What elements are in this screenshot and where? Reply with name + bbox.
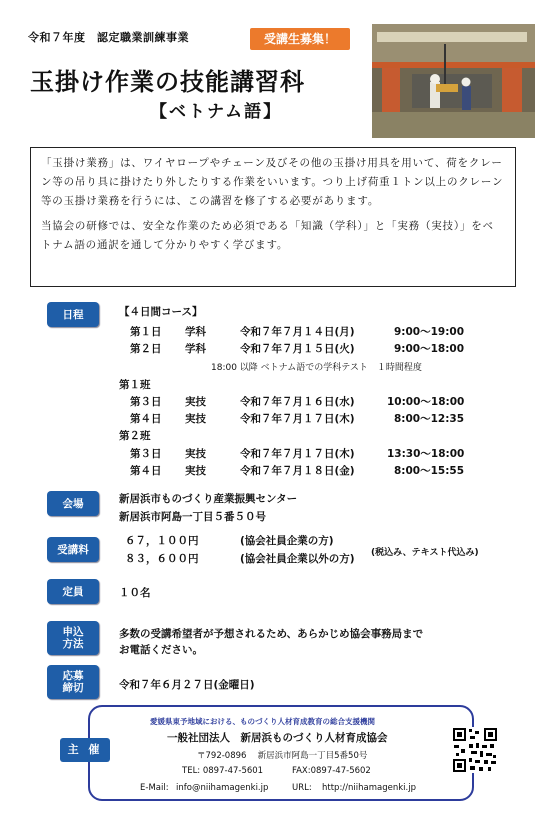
g2d3-time: 13:30～18:00 — [387, 448, 465, 460]
day1-date: 令和７年７月１４日(月) — [240, 326, 355, 338]
g2d4-date: 令和７年７月１８日(金) — [240, 465, 355, 477]
program-name: 令和７年度 認定職業訓練事業 — [28, 31, 189, 44]
g2d3-type: 実技 — [185, 448, 206, 460]
g1d4-date: 令和７年７月１７日(木) — [240, 413, 355, 425]
apply-text-line1: 多数の受講希望者が予想されるため、あらかじめ協会事務局まで — [119, 628, 424, 640]
organizer-url[interactable]: http://niihamagenki.jp — [322, 783, 416, 793]
g1d3-type: 実技 — [185, 396, 206, 408]
organizer-address: 〒792-0896 新居浜市阿島一丁目5番50号 — [197, 751, 368, 761]
g2d3-day: 第３日 — [130, 448, 162, 460]
nonmember-note: (協会社員企業以外の方) — [240, 553, 355, 565]
organizer-tagline: 愛媛県東予地域における、ものづくり人材育成教育の総合支援機関 — [150, 717, 375, 726]
recruiting-badge: 受講生募集！ — [250, 28, 350, 50]
g2d4-time: 8:00～15:55 — [394, 465, 465, 477]
apply-label-line2: 方法 — [62, 638, 84, 650]
deadline-label-line2: 締切 — [62, 682, 84, 694]
g1d4-time: 8:00～12:35 — [394, 413, 465, 425]
qr-code-icon[interactable] — [452, 727, 498, 773]
venue-address: 新居浜市阿島一丁目５番５０号 — [119, 511, 266, 523]
day2-date: 令和７年７月１５日(火) — [240, 343, 355, 355]
url-label: URL: — [292, 783, 312, 793]
capacity-value: １０名 — [119, 587, 151, 599]
capacity-label: 定員 — [47, 579, 99, 604]
intro-paragraph-1: 「玉掛け業務」は、ワイヤロープやチェーン及びその他の玉掛け用具を用いて、荷をクレーン等の吊り具に掛けたり外したりする作業をいいます。つり上げ荷重１トン以上のクレーン等の玉掛け業務を行うには、この講習を修了する必要があります。 — [41, 157, 504, 207]
language-subtitle: 【ベトナム語】 — [150, 102, 283, 122]
organizer-fax: FAX:0897-47-5602 — [292, 766, 371, 776]
day2-type: 学科 — [185, 343, 206, 355]
intro-paragraph-2: 当協会の研修では、安全な作業のため必須である「知識（学科）」と「実務（実技）」をベトナム語の通訳を通して分かりやすく学びます。 — [41, 220, 494, 251]
g1d3-day: 第３日 — [130, 396, 162, 408]
member-note: (協会社員企業の方) — [240, 535, 334, 547]
g2d4-day: 第４日 — [130, 465, 162, 477]
deadline-label-line1: 応募 — [62, 670, 84, 682]
g1d4-type: 実技 — [185, 413, 206, 425]
intro-box — [30, 147, 516, 287]
host-label: 主 催 — [60, 738, 110, 762]
nonmember-price: ８３，６００円 — [125, 553, 199, 565]
fee-label: 受講料 — [47, 537, 99, 562]
deadline-value: 令和７年６月２７日(金曜日) — [119, 679, 255, 691]
training-photo — [372, 24, 535, 138]
apply-text-line2: お電話ください。 — [119, 644, 203, 656]
organizer-tel: TEL: 0897-47-5601 — [182, 766, 264, 776]
organizer-name: 一般社団法人 新居浜ものづくり人材育成協会 — [167, 732, 388, 744]
email-label: E-Mail: — [140, 783, 169, 793]
page-title: 玉掛け作業の技能講習科 — [30, 68, 305, 96]
day2-time: 9:00～18:00 — [394, 343, 465, 355]
day1-type: 学科 — [185, 326, 206, 338]
group1-label: 第１班 — [119, 379, 151, 391]
venue-label: 会場 — [47, 491, 99, 516]
organizer-email[interactable]: info@niihamagenki.jp — [176, 783, 269, 793]
test-note: 18:00 以降 ベトナム語での学科テスト １時間程度 — [211, 363, 422, 373]
venue-name: 新居浜市ものづくり産業振興センター — [119, 493, 298, 505]
day1-day: 第１日 — [130, 326, 162, 338]
apply-label-line1: 申込 — [62, 626, 84, 638]
g2d4-type: 実技 — [185, 465, 206, 477]
g2d3-date: 令和７年７月１７日(木) — [240, 448, 355, 460]
g1d3-date: 令和７年７月１６日(水) — [240, 396, 355, 408]
member-price: ６７，１００円 — [125, 535, 199, 547]
group2-label: 第２班 — [119, 430, 151, 442]
g1d4-day: 第４日 — [130, 413, 162, 425]
deadline-label — [47, 665, 99, 699]
day1-time: 9:00～19:00 — [394, 326, 465, 338]
g1d3-time: 10:00～18:00 — [387, 396, 465, 408]
course-length: 【４日間コース】 — [119, 306, 203, 318]
schedule-label: 日程 — [47, 302, 99, 327]
tax-note: (税込み、テキスト代込み) — [371, 548, 479, 558]
apply-label — [47, 621, 99, 655]
day2-day: 第２日 — [130, 343, 162, 355]
